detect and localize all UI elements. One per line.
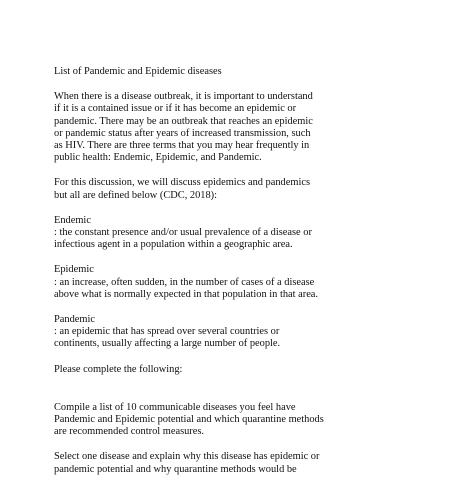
definition-pandemic: : an epidemic that has spread over several countries or continents, usually affecting a large number of people. [54,326,281,350]
task-compile-list: Compile a list of 10 communicable diseases you feel have Pandemic and Epidemic potential and which quarantine methods are recommended control measures. [54,401,324,438]
spacer [54,389,404,402]
intro-paragraph: When there is a disease outbreak, it is important to understand if it is a contained issue or if it has become an epidemic or pandemic. There may be an outbreak that reaches an epidemic or pandemic status after years of increased transmission, such as HIV. There are three terms that you may hear frequently in public health: Endemic, Epidemic, and Pandemic. [54,91,313,164]
document-title: List of Pandemic and Epidemic diseases [54,66,222,77]
task-select-disease: Select one disease and explain why this disease has epidemic or pandemic potential and why quarantine methods would be [54,451,320,475]
term-endemic: Endemic [54,214,91,226]
definition-endemic: : the constant presence and/or usual prevalence of a disease or infectious agent in a population within a geographic area. [54,227,312,251]
term-pandemic: Pandemic [54,314,95,326]
document-body [54,66,404,489]
instruction-line: Please complete the following: [54,363,183,375]
term-epidemic: Epidemic [54,264,94,276]
definition-epidemic: : an increase, often sudden, in the number of cases of a disease above what is normally expected in that population in that area. [54,276,319,300]
discussion-paragraph: For this discussion, we will discuss epidemics and pandemics but all are defined below (CDC, 2018): [54,177,310,201]
